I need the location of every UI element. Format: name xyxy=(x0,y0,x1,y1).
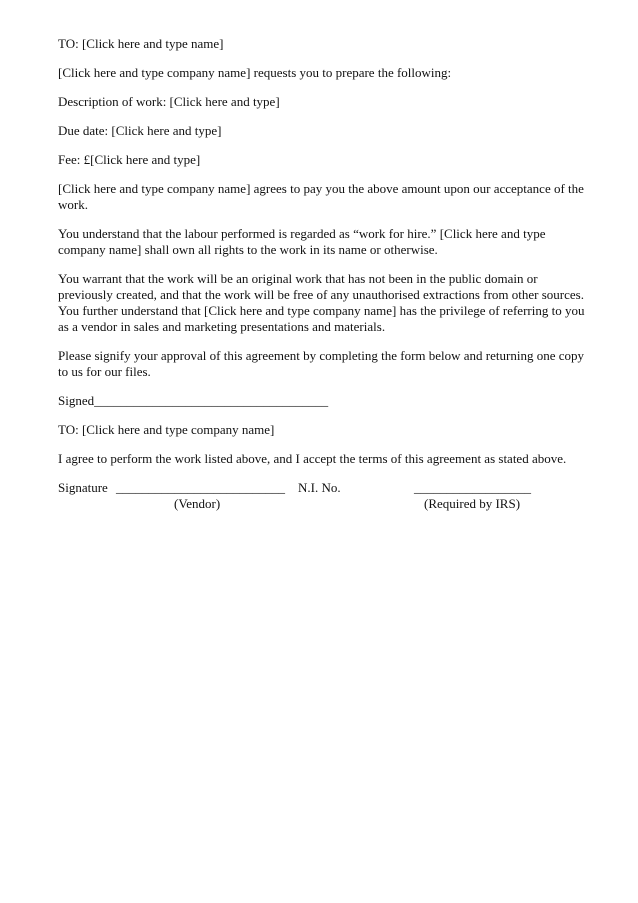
signature-label: Signature xyxy=(58,480,108,495)
signed-line: Signed____________________________________ xyxy=(58,393,329,408)
document-body xyxy=(58,36,588,512)
agree-line: I agree to perform the work listed above, and I accept the terms of this agreement as stated above. xyxy=(58,451,567,466)
to-line: TO: [Click here and type name] xyxy=(58,36,224,51)
due-date-line: Due date: [Click here and type] xyxy=(58,123,222,138)
request-line: [Click here and type company name] requests you to prepare the following: xyxy=(58,65,452,80)
to-company-line: TO: [Click here and type company name] xyxy=(58,422,275,437)
irs-caption: (Required by IRS) xyxy=(424,496,521,511)
signature-blank: __________________________ xyxy=(116,480,285,495)
vendor-caption: (Vendor) xyxy=(174,496,221,511)
fee-line: Fee: £[Click here and type] xyxy=(58,152,201,167)
signature-row xyxy=(58,480,588,496)
description-line: Description of work: [Click here and type] xyxy=(58,94,280,109)
work-for-hire-paragraph: You understand that the labour performed is regarded as “work for hire.” [Click here and type company name] shall own all rights to the work in its name or otherwise. xyxy=(58,226,546,257)
caption-row xyxy=(58,496,588,512)
payment-paragraph: [Click here and type company name] agrees to pay you the above amount upon our acceptance of the work. xyxy=(58,181,584,212)
ni-label: N.I. No. xyxy=(298,480,341,495)
warranty-paragraph: You warrant that the work will be an original work that has not been in the public domain or previously created, and that the work will be free of any unauthorised extractions from other sources. You further understand that [Click here and type company name] has the privilege of referring to you as a vendor in sales and marketing presentations and materials. xyxy=(58,271,585,334)
approval-paragraph: Please signify your approval of this agreement by completing the form below and returning one copy to us for our files. xyxy=(58,348,584,379)
ni-blank: __________________ xyxy=(414,480,531,495)
